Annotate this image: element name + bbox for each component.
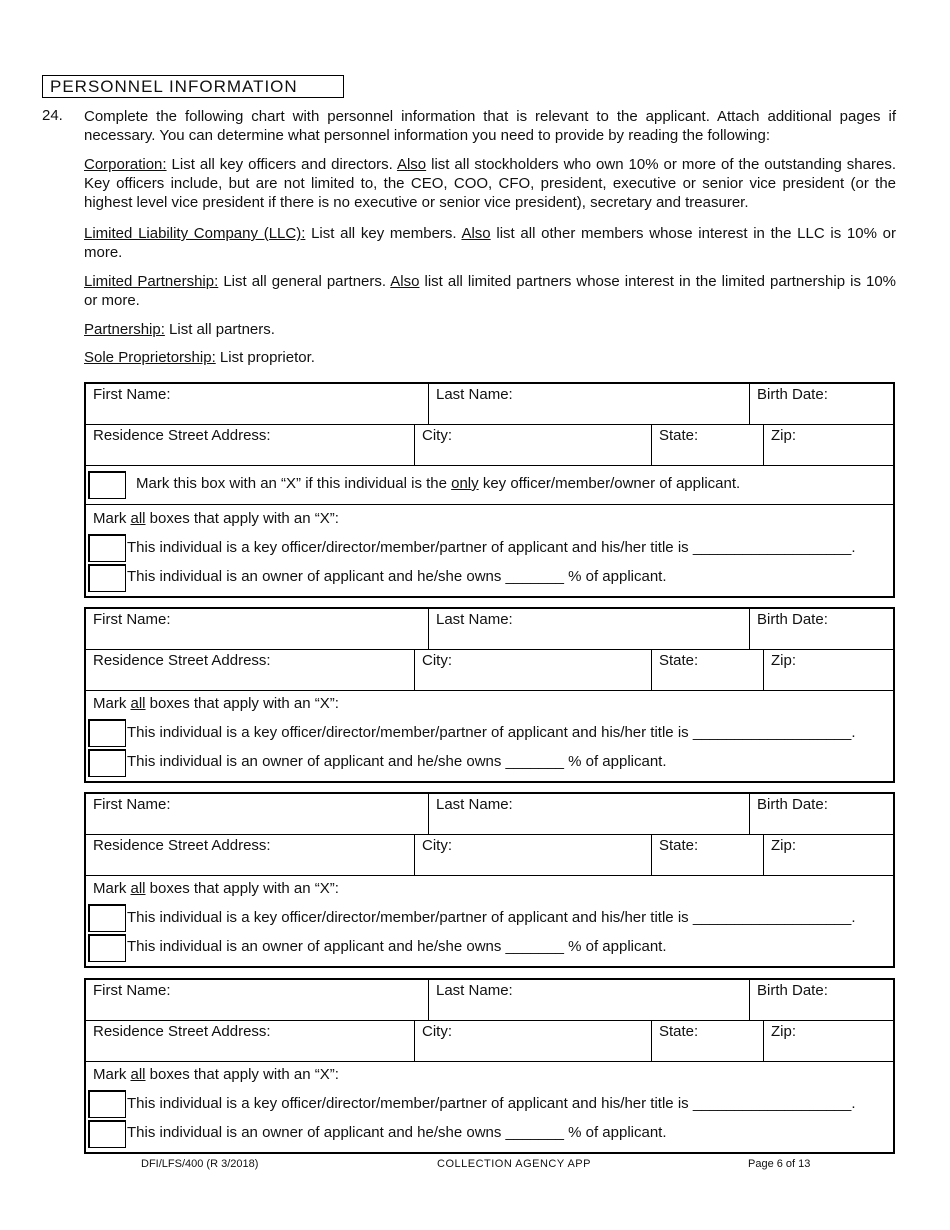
state-field[interactable]: State:: [651, 650, 763, 690]
only-officer-text: Mark this box with an “X” if this individual is the only key officer/member/owner of applicant.: [136, 475, 741, 492]
footer-doc-title: COLLECTION AGENCY APP: [437, 1158, 591, 1170]
owner-checkbox[interactable]: [88, 749, 126, 777]
only-officer-row: [86, 466, 893, 505]
owner-text: This individual is an owner of applicant and he/she owns _______ % of applicant.: [127, 938, 667, 955]
section-title: PERSONNEL INFORMATION: [42, 75, 344, 98]
footer-page-number: Page 6 of 13: [748, 1158, 811, 1170]
mark-all-instruction: Mark all boxes that apply with an “X”:: [93, 510, 339, 527]
sole-label: Sole Proprietorship:: [84, 349, 216, 366]
city-field[interactable]: City:: [414, 650, 651, 690]
key-officer-text: This individual is a key officer/director/member/partner of applicant and his/her title is ___________________.: [127, 909, 856, 926]
sole-instructions: Sole Proprietorship: List proprietor.: [84, 349, 315, 366]
address-row: [86, 425, 893, 466]
first-name-field[interactable]: First Name:: [93, 611, 171, 628]
question-number: 24.: [42, 107, 63, 124]
state-field[interactable]: State:: [651, 425, 763, 465]
address-row: [86, 835, 893, 876]
name-row: [86, 794, 893, 835]
footer-form-id: DFI/LFS/400 (R 3/2018): [141, 1158, 259, 1170]
address-field[interactable]: Residence Street Address:: [93, 652, 271, 669]
key-officer-checkbox[interactable]: [88, 719, 126, 747]
birth-date-field[interactable]: Birth Date:: [749, 609, 893, 649]
zip-field[interactable]: Zip:: [763, 1021, 893, 1061]
corporation-instructions: Corporation: List all key officers and directors. Also list all stockholders who own 10% or more of the outstanding shares. Key officers include, but are not limited to, the CEO, COO, CFO, president, executive or senior vice president (or the highest level vice president if there is no executive or senior vice president), secretary and treasurer.: [84, 156, 896, 211]
zip-field[interactable]: Zip:: [763, 425, 893, 465]
address-field[interactable]: Residence Street Address:: [93, 1023, 271, 1040]
key-officer-checkbox[interactable]: [88, 904, 126, 932]
last-name-field[interactable]: Last Name:: [428, 384, 749, 424]
state-field[interactable]: State:: [651, 835, 763, 875]
owner-text: This individual is an owner of applicant and he/she owns _______ % of applicant.: [127, 1124, 667, 1141]
address-row: [86, 650, 893, 691]
name-row: [86, 609, 893, 650]
zip-field[interactable]: Zip:: [763, 835, 893, 875]
instructions-intro: Complete the following chart with personnel information that is relevant to the applicant. Attach additional pages if necessary. You can determine what personnel information you need to provide by reading the following:: [84, 108, 896, 144]
name-row: [86, 980, 893, 1021]
first-name-field[interactable]: First Name:: [93, 982, 171, 999]
lp-label: Limited Partnership:: [84, 273, 219, 290]
personnel-entry-3: [84, 792, 895, 968]
city-field[interactable]: City:: [414, 1021, 651, 1061]
partnership-label: Partnership:: [84, 321, 165, 338]
partnership-instructions: Partnership: List all partners.: [84, 321, 275, 338]
llc-label: Limited Liability Company (LLC):: [84, 225, 306, 242]
key-officer-text: This individual is a key officer/director/member/partner of applicant and his/her title is ___________________.: [127, 724, 856, 741]
owner-checkbox[interactable]: [88, 934, 126, 962]
corporation-label: Corporation:: [84, 156, 167, 173]
birth-date-field[interactable]: Birth Date:: [749, 980, 893, 1020]
owner-checkbox[interactable]: [88, 564, 126, 592]
owner-text: This individual is an owner of applicant and he/she owns _______ % of applicant.: [127, 568, 667, 585]
last-name-field[interactable]: Last Name:: [428, 980, 749, 1020]
birth-date-field[interactable]: Birth Date:: [749, 794, 893, 834]
llc-instructions: Limited Liability Company (LLC): List all key members. Also list all other members whose interest in the LLC is 10% or more.: [84, 225, 896, 261]
mark-all-instruction: Mark all boxes that apply with an “X”:: [93, 880, 339, 897]
birth-date-field[interactable]: Birth Date:: [749, 384, 893, 424]
name-row: [86, 384, 893, 425]
owner-checkbox[interactable]: [88, 1120, 126, 1148]
key-officer-text: This individual is a key officer/director/member/partner of applicant and his/her title is ___________________.: [127, 539, 856, 556]
owner-text: This individual is an owner of applicant and he/she owns _______ % of applicant.: [127, 753, 667, 770]
mark-all-instruction: Mark all boxes that apply with an “X”:: [93, 1066, 339, 1083]
address-row: [86, 1021, 893, 1062]
first-name-field[interactable]: First Name:: [93, 796, 171, 813]
zip-field[interactable]: Zip:: [763, 650, 893, 690]
key-officer-checkbox[interactable]: [88, 534, 126, 562]
personnel-entry-1: [84, 382, 895, 598]
first-name-field[interactable]: First Name:: [93, 386, 171, 403]
city-field[interactable]: City:: [414, 835, 651, 875]
personnel-entry-4: [84, 978, 895, 1154]
key-officer-text: This individual is a key officer/director/member/partner of applicant and his/her title is ___________________.: [127, 1095, 856, 1112]
address-field[interactable]: Residence Street Address:: [93, 427, 271, 444]
city-field[interactable]: City:: [414, 425, 651, 465]
address-field[interactable]: Residence Street Address:: [93, 837, 271, 854]
lp-instructions: Limited Partnership: List all general partners. Also list all limited partners whose interest in the limited partnership is 10% or more.: [84, 273, 897, 309]
mark-all-instruction: Mark all boxes that apply with an “X”:: [93, 695, 339, 712]
last-name-field[interactable]: Last Name:: [428, 794, 749, 834]
key-officer-checkbox[interactable]: [88, 1090, 126, 1118]
only-officer-checkbox[interactable]: [88, 471, 126, 499]
personnel-entry-2: [84, 607, 895, 783]
state-field[interactable]: State:: [651, 1021, 763, 1061]
last-name-field[interactable]: Last Name:: [428, 609, 749, 649]
